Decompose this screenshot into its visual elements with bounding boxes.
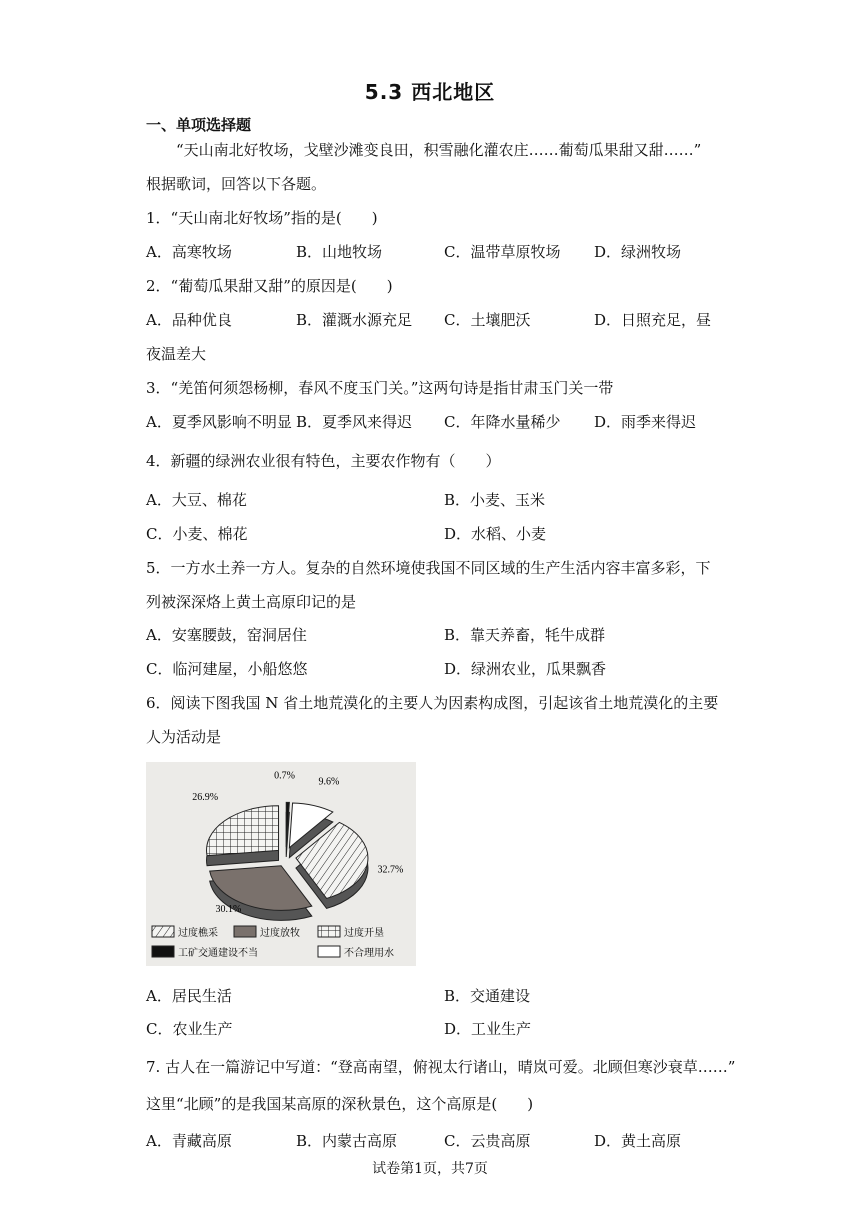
- option-d-continuation: 夜温差大: [146, 345, 207, 363]
- question-stem: 6．阅读下图我国 N 省土地荒漠化的主要人为因素构成图，引起该省土地荒漠化的主要: [146, 694, 719, 712]
- option-c[interactable]: C．土壤肥沃: [444, 311, 531, 329]
- option-c[interactable]: C．年降水量稀少: [444, 413, 561, 431]
- legend-swatch: [152, 946, 174, 957]
- option-a[interactable]: A．大豆、棉花: [146, 491, 247, 509]
- pie-slice-label: 26.9%: [192, 792, 219, 804]
- option-c[interactable]: C．小麦、棉花: [146, 525, 248, 543]
- option-d[interactable]: D．水稻、小麦: [444, 525, 547, 543]
- option-c[interactable]: C．云贵高原: [444, 1132, 531, 1150]
- option-a[interactable]: A．高寒牧场: [146, 243, 232, 261]
- option-d[interactable]: D．工业生产: [444, 1020, 532, 1038]
- question-stem: 5．一方水土养一方人。复杂的自然环境使我国不同区域的生产生活内容丰富多彩，下: [146, 559, 711, 577]
- option-b[interactable]: B．小麦、玉米: [444, 491, 546, 509]
- pie-slice: [207, 806, 279, 856]
- option-b[interactable]: B．内蒙古高原: [296, 1132, 398, 1150]
- pie-slice-label: 0.7%: [274, 770, 295, 782]
- question-stem-cont: 人为活动是: [146, 728, 222, 746]
- option-b[interactable]: B．夏季风来得迟: [296, 413, 413, 431]
- question-stem: 7. 古人在一篇游记中写道：“登高南望，俯视太行诸山，晴岚可爱。北顾但寒沙衰草……”: [146, 1058, 736, 1076]
- option-d[interactable]: D．绿洲农业，瓜果飘香: [444, 660, 607, 678]
- chart-legend: [152, 926, 394, 959]
- intro-lyrics: “天山南北好牧场，戈壁沙滩变良田，积雪融化灌农庄……葡萄瓜果甜又甜……”: [176, 141, 702, 159]
- option-b[interactable]: B．山地牧场: [296, 243, 383, 261]
- legend-swatch: [152, 926, 174, 937]
- intro-instruction: 根据歌词，回答以下各题。: [146, 175, 327, 193]
- option-c[interactable]: C．农业生产: [146, 1020, 233, 1038]
- question-stem-cont: 这里“北顾”的是我国某高原的深秋景色，这个高原是( ): [146, 1095, 534, 1113]
- option-a[interactable]: A．品种优良: [146, 311, 232, 329]
- option-b[interactable]: B．灌溉水源充足: [296, 311, 413, 329]
- option-b[interactable]: B．靠天养畜，牦牛成群: [444, 626, 606, 644]
- question-stem-cont: 列被深深烙上黄土高原印记的是: [146, 593, 357, 611]
- question-stem: 2．“葡萄瓜果甜又甜”的原因是( ): [146, 277, 393, 295]
- question-stem: 4．新疆的绿洲农业很有特色，主要农作物有（ ）: [146, 452, 501, 470]
- legend-label: 不合理用水: [344, 948, 394, 959]
- legend-label: 过度樵采: [178, 928, 218, 939]
- option-c[interactable]: C．温带草原牧场: [444, 243, 561, 261]
- section-heading: 一、单项选择题: [146, 116, 252, 134]
- option-d[interactable]: D．黄土高原: [594, 1132, 682, 1150]
- desertification-pie-chart: [146, 762, 416, 966]
- legend-swatch: [318, 926, 340, 937]
- legend-label: 工矿交通建设不当: [178, 948, 258, 959]
- legend-label: 过度开垦: [344, 928, 384, 939]
- pie-slice-label: 32.7%: [377, 864, 404, 876]
- option-a[interactable]: A．夏季风影响不明显: [146, 413, 292, 431]
- page-footer: 试卷第1页，共7页: [372, 1161, 488, 1177]
- pie-slice-label: 9.6%: [318, 776, 340, 788]
- legend-swatch: [318, 946, 340, 957]
- page-title: 5.3 西北地区: [364, 80, 496, 104]
- option-d[interactable]: D．雨季来得迟: [594, 413, 697, 431]
- option-d[interactable]: D．绿洲牧场: [594, 243, 682, 261]
- option-a[interactable]: A．安塞腰鼓，窑洞居住: [146, 626, 307, 644]
- question-stem: 3．“羌笛何须怨杨柳，春风不度玉门关。”这两句诗是指甘肃玉门关一带: [146, 379, 614, 397]
- option-c[interactable]: C．临河建屋，小船悠悠: [146, 660, 308, 678]
- pie-chart-svg: [146, 762, 416, 966]
- option-b[interactable]: B．交通建设: [444, 987, 531, 1005]
- option-a[interactable]: A．青藏高原: [146, 1132, 232, 1150]
- option-a[interactable]: A．居民生活: [146, 987, 232, 1005]
- option-d[interactable]: D．日照充足，昼: [594, 311, 712, 329]
- legend-swatch: [234, 926, 256, 937]
- legend-label: 过度放牧: [260, 928, 300, 939]
- question-stem: 1．“天山南北好牧场”指的是( ): [146, 209, 378, 227]
- pie-slice-label: 30.1%: [215, 904, 242, 915]
